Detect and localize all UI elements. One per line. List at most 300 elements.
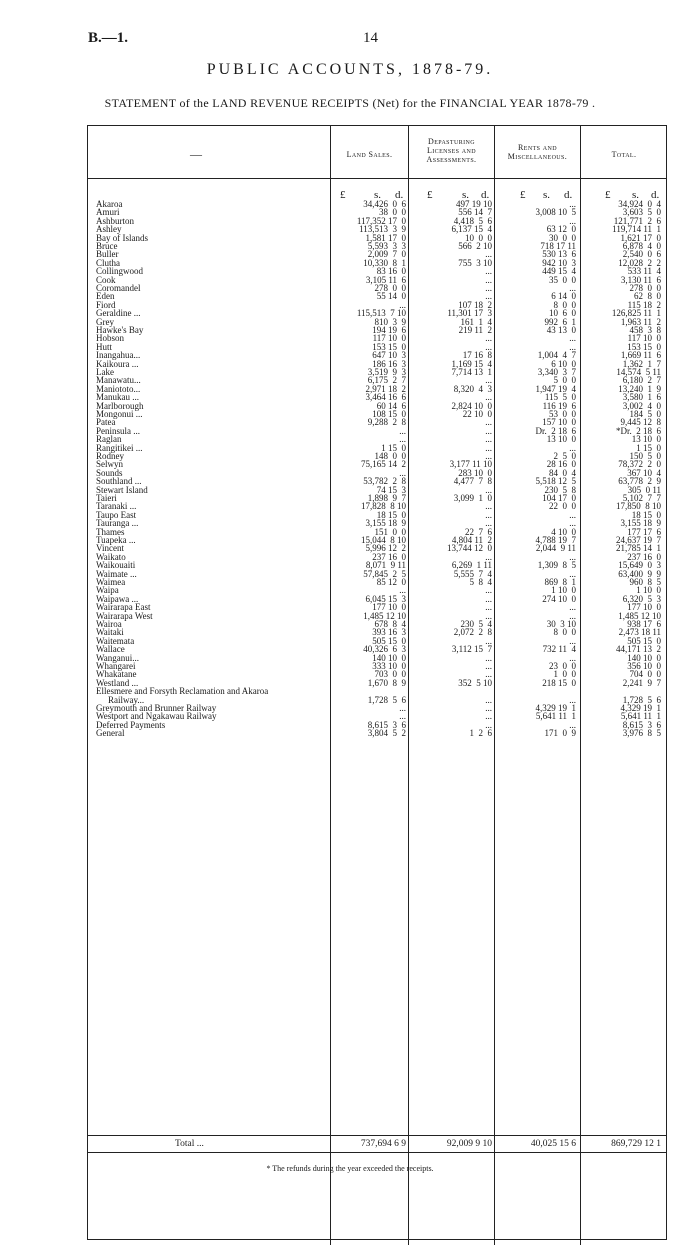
district-name: Tauranga ...	[96, 518, 139, 529]
rents-cell: 3,008 10 5	[535, 207, 576, 218]
depasturing-cell: ...	[485, 602, 492, 613]
depasturing-header-line3: Assessments.	[426, 155, 477, 164]
rents-cell: 116 19 6	[542, 400, 576, 411]
land-sales-cell: 74 15 3	[376, 484, 406, 495]
table-bottom-rule	[87, 1152, 667, 1153]
depasturing-cell: ...	[485, 610, 492, 621]
depasturing-cell: ...	[485, 669, 492, 680]
land-sales-cell: 194 19 6	[372, 325, 406, 335]
district-name: Ellesmere and Forsyth Reclamation and Akaroa	[96, 686, 269, 697]
land-sales-cell: 57,845 2 5	[363, 568, 406, 579]
district-name: Coromandel	[96, 283, 141, 293]
total-cell: 1,621 17 0	[620, 232, 661, 243]
total-cell: 115 18 2	[627, 299, 661, 310]
district-name: Vincent	[96, 543, 124, 554]
district-name: Manawatu...	[96, 375, 141, 386]
rents-cell: ...	[569, 442, 576, 453]
total-cell: 1,728 5 6	[622, 694, 661, 705]
district-name: Tuapeka ...	[96, 535, 136, 545]
district-name: Hutt	[96, 341, 113, 352]
total-cell: 3,580 1 6	[622, 392, 661, 403]
depasturing-cell: 6,269 1 11	[451, 560, 492, 571]
rents-cell: 1,309 8 5	[537, 560, 576, 571]
depasturing-cell: 283 10 0	[458, 467, 492, 478]
rents-cell: 3,340 3 7	[537, 367, 576, 377]
rents-cell: 274 10 0	[542, 593, 576, 604]
rents-cell: 4,788 19 7	[535, 535, 576, 545]
district-name: Eden	[96, 291, 115, 302]
district-name: Railway...	[108, 694, 145, 705]
depasturing-cell: 107 18 2	[458, 299, 492, 310]
total-cell: 177 17 6	[627, 526, 661, 537]
rents-cell: 718 17 11	[540, 241, 576, 251]
depasturing-cell: ...	[485, 694, 492, 705]
rents-cell: 53 0 0	[549, 409, 576, 419]
total-cell: 17,850 8 10	[616, 501, 661, 512]
total-cell: 13 10 0	[631, 434, 661, 445]
rents-cell: 1,947 19 4	[535, 383, 576, 394]
rents-cell: 22 0 0	[549, 501, 576, 512]
district-name: Cook	[96, 274, 116, 285]
total-cell: 5,641 11 1	[620, 711, 661, 722]
total-cell: 15,649 0 3	[618, 560, 661, 571]
total-cell: 3,002 4 0	[622, 400, 661, 411]
rents-cell: 2,044 9 11	[535, 543, 576, 554]
district-name: Wallace	[96, 644, 125, 655]
rents-cell: ...	[569, 635, 576, 646]
rents-cell: 10 6 0	[549, 308, 576, 319]
shilling-unit: s.	[543, 189, 551, 201]
total-cell: 6,878 4 0	[622, 241, 661, 251]
district-name: Inangahua...	[96, 350, 141, 361]
district-name: Buller	[96, 249, 119, 260]
total-cell: 78,372 2 0	[618, 459, 661, 470]
district-name: Taupo East	[96, 509, 137, 520]
rents-cell: 6 14 0	[551, 291, 576, 302]
rents-cell: 230 5 8	[544, 484, 576, 495]
land-sales-cell: 186 16 3	[372, 358, 406, 369]
rents-cell: ...	[569, 283, 576, 293]
depasturing-cell: ...	[485, 509, 492, 520]
total-cell: 63,400 9 9	[618, 568, 661, 579]
land-sales-cell: 1 15 0	[381, 442, 406, 453]
depasturing-cell: 230 5 4	[460, 619, 492, 629]
land-sales-cell: 153 15 0	[372, 341, 406, 352]
land-sales-cell: 8,071 9 11	[365, 560, 406, 571]
rents-cell: 530 13 6	[542, 249, 576, 260]
land-sales-cell: 278 0 0	[374, 283, 406, 293]
district-name: Collingwood	[96, 266, 144, 277]
depasturing-cell: ...	[485, 266, 492, 277]
district-name: Rangitikei ...	[96, 442, 143, 453]
land-sales-cell: 55 14 0	[376, 291, 406, 302]
depasturing-cell: ...	[485, 661, 492, 671]
depasturing-cell: ...	[485, 442, 492, 453]
land-sales-cell: 177 10 0	[372, 602, 406, 613]
total-cell: 13,240 1 9	[618, 383, 661, 394]
total-cell: 140 10 0	[627, 652, 661, 663]
depasturing-cell: ...	[485, 417, 492, 428]
rents-cell: 732 11 4	[542, 644, 576, 655]
total-cell: 533 11 4	[627, 266, 661, 277]
total-cell: 126,825 11 1	[611, 308, 661, 319]
land-sales-cell: 1,581 17 0	[365, 232, 406, 243]
depasturing-cell: 3,099 1 0	[453, 493, 492, 503]
rents-cell: 5 0 0	[553, 375, 576, 386]
total-land-sales: 737,694 6 9	[360, 1139, 406, 1149]
rents-cell: 8 0 0	[553, 299, 576, 310]
district-name: Wairarapa East	[96, 602, 151, 613]
total-cell: 704 0 0	[629, 669, 661, 680]
rents-cell: 157 10 0	[542, 417, 576, 428]
rents-cell: ...	[569, 694, 576, 705]
rents-cell: 104 17 0	[542, 493, 576, 503]
district-name: Amuri	[96, 207, 120, 218]
land-sales-cell: 6,045 15 3	[365, 593, 406, 604]
district-name: Westport and Ngakawau Railway	[96, 711, 217, 722]
district-name: General	[96, 728, 125, 739]
total-cell: 237 16 0	[627, 551, 661, 562]
total-cell: 5,102 7 7	[622, 493, 661, 503]
total-cell: 1 10 0	[636, 585, 661, 596]
total-label: Total ...	[175, 1139, 204, 1149]
rents-cell: Dr. 2 18 6	[535, 425, 576, 436]
depasturing-cell: 1,169 15 4	[451, 358, 492, 369]
district-name: Peninsula ...	[96, 425, 140, 436]
depasturing-cell: ...	[485, 333, 492, 344]
total-cell: 3,130 11 6	[620, 274, 661, 285]
rents-cell: 35 0 0	[549, 274, 576, 285]
district-name: Raglan	[96, 434, 122, 445]
rents-cell: ...	[569, 341, 576, 352]
depasturing-cell: ...	[485, 593, 492, 604]
rents-cell: 28 16 0	[546, 459, 576, 470]
land-sales-cell: 15,044 8 10	[361, 535, 406, 545]
rents-cell: 4 10 0	[551, 526, 576, 537]
district-name: Mongonui ...	[96, 409, 143, 419]
depasturing-cell: 17 16 8	[462, 350, 492, 361]
land-sales-cell: ...	[399, 434, 406, 445]
total-cell: 458 3 8	[629, 325, 661, 335]
land-sales-cell: 393 16 3	[372, 627, 406, 638]
pound-unit: £	[427, 189, 433, 201]
district-name: Greymouth and Brunner Railway	[96, 703, 217, 713]
land-sales-cell: 6,175 2 7	[367, 375, 406, 386]
rents-cell: 1,004 4 7	[537, 350, 576, 361]
total-cell: 34,924 0 4	[618, 199, 661, 209]
land-sales-cell: 505 15 0	[372, 635, 406, 646]
district-name: Waimea	[96, 577, 126, 587]
total-cell: 6,320 5 3	[622, 593, 661, 604]
report-reference: B.—1.	[88, 30, 129, 46]
district-name: Waikato	[96, 551, 126, 562]
land-sales-cell: 117 10 0	[372, 333, 406, 344]
rents-cell: ...	[569, 610, 576, 621]
district-name: Akaroa	[96, 199, 123, 209]
land-sales-cell: 3,519 9 3	[367, 367, 406, 377]
land-sales-cell: 1,898 9 7	[367, 493, 406, 503]
depasturing-cell: ...	[485, 484, 492, 495]
land-sales-cell: 333 10 0	[372, 661, 406, 671]
district-name: Taieri	[96, 493, 117, 503]
rents-cell: 5,518 12 5	[535, 476, 576, 487]
district-name: Sounds	[96, 467, 123, 478]
district-name: Stewart Island	[96, 484, 148, 495]
rents-cell: ...	[569, 719, 576, 730]
depasturing-cell: ...	[485, 283, 492, 293]
land-sales-cell: 703 0 0	[374, 669, 406, 680]
pound-unit: £	[605, 189, 611, 201]
depasturing-cell: 11,301 17 3	[447, 308, 492, 319]
land-sales-cell: 108 15 0	[372, 409, 406, 419]
document-subtitle: STATEMENT of the LAND REVENUE RECEIPTS (Net) for the FINANCIAL YEAR 1878-79 .	[104, 96, 596, 110]
pound-unit: £	[340, 189, 346, 201]
rents-cell: 84 0 4	[549, 467, 576, 478]
total-rule	[87, 1135, 667, 1136]
pound-unit: £	[520, 189, 526, 201]
district-name: Westland ...	[96, 677, 139, 688]
depasturing-cell: ...	[485, 585, 492, 596]
land-sales-cell: 3,105 11 6	[365, 274, 406, 285]
total-cell: 960 8 5	[629, 577, 661, 587]
total-cell: 184 5 0	[629, 409, 661, 419]
depasturing-cell: 219 11 2	[458, 325, 492, 335]
district-name: Bay of Islands	[96, 232, 148, 243]
total-cell: 356 10 0	[627, 661, 661, 671]
depasturing-cell: ...	[485, 652, 492, 663]
total-cell: 117 10 0	[627, 333, 661, 344]
total-cell: 153 15 0	[627, 341, 661, 352]
land-sales-cell: 85 12 0	[376, 577, 406, 587]
pence-unit: d.	[651, 189, 660, 201]
shilling-unit: s.	[632, 189, 640, 201]
total-cell: 119,714 11 1	[612, 224, 661, 235]
total-cell: 305 0 11	[627, 484, 661, 495]
total-cell: 3,603 5 0	[622, 207, 661, 218]
rents-cell: 8 0 0	[553, 627, 576, 638]
total-cell: 3,155 18 9	[620, 518, 661, 529]
header-rule	[87, 178, 667, 179]
land-sales-cell: 1,728 5 6	[367, 694, 406, 705]
land-sales-cell: 40,326 6 3	[363, 644, 406, 655]
total-cell: 1 15 0	[636, 442, 661, 453]
depasturing-cell: 3,112 15 7	[451, 644, 492, 655]
rents-cell: ...	[569, 509, 576, 520]
rents-cell: 942 10 3	[542, 257, 576, 268]
land-sales-cell: 113,513 3 9	[359, 224, 406, 235]
rents-cell: 63 12 0	[546, 224, 576, 235]
total-cell: 6,180 2 7	[622, 375, 661, 386]
land-sales-cell: 117,352 17 0	[356, 215, 406, 226]
depasturing-cell: ...	[485, 375, 492, 386]
district-name: Geraldine ...	[96, 308, 141, 319]
rents-cell: 1 10 0	[551, 585, 576, 596]
rents-cell: 869 8 1	[544, 577, 576, 587]
depasturing-cell: ...	[485, 501, 492, 512]
depasturing-cell: 3,177 11 10	[449, 459, 492, 470]
rents-cell: ...	[569, 215, 576, 226]
blank-column-header: —	[190, 147, 202, 161]
land-sales-cell: ...	[399, 425, 406, 436]
rents-cell: 23 0 0	[549, 661, 576, 671]
land-sales-cell: 3,155 18 9	[365, 518, 406, 529]
shilling-unit: s.	[462, 189, 470, 201]
land-sales-cell: ...	[399, 467, 406, 478]
depasturing-cell: ...	[485, 518, 492, 529]
total-cell: 2,473 18 11	[618, 627, 661, 638]
table-row	[0, 729, 700, 737]
depasturing-cell: ...	[485, 274, 492, 285]
depasturing-header-line2: Licenses and	[426, 146, 477, 155]
district-name: Maniototo...	[96, 383, 141, 394]
depasturing-cell: 1 2 6	[469, 728, 492, 739]
depasturing-cell: 2,072 2 8	[453, 627, 492, 638]
depasturing-cell: ...	[485, 711, 492, 722]
total-cell: *Dr. 2 18 6	[616, 425, 661, 436]
land-sales-cell: 810 3 9	[374, 316, 406, 327]
district-name: Whangarei	[96, 661, 136, 671]
rents-cell: 218 15 0	[542, 677, 576, 688]
district-name: Rodney	[96, 451, 124, 461]
land-sales-cell: 140 10 0	[372, 652, 406, 663]
district-name: Wanganui...	[96, 652, 140, 663]
table-row	[0, 687, 700, 695]
footnote: * The refunds during the year exceeded the receipts.	[266, 1164, 434, 1173]
district-name: Deferred Payments	[96, 719, 166, 730]
total-cell: 44,171 13 2	[616, 644, 661, 655]
total-cell: 4,329 19 1	[620, 703, 661, 713]
rents-cell: ...	[569, 568, 576, 579]
pence-unit: d.	[481, 189, 490, 201]
total-cell: 121,771 2 6	[613, 215, 661, 226]
total-cell: 505 15 0	[627, 635, 661, 646]
district-name: Southland ...	[96, 476, 142, 487]
pence-unit: d.	[395, 189, 404, 201]
district-name: Patea	[96, 417, 116, 428]
rents-cell: 115 5 0	[544, 392, 576, 403]
total-cell: 1,669 11 6	[620, 350, 661, 361]
depasturing-cell: 5,555 7 4	[453, 568, 492, 579]
district-name: Selwyn	[96, 459, 123, 470]
depasturing-cell: ...	[485, 425, 492, 436]
rents-cell: ...	[569, 333, 576, 344]
land-sales-cell: 115,513 7 10	[356, 308, 406, 319]
depasturing-cell: 4,477 7 8	[453, 476, 492, 487]
total-cell: 278 0 0	[629, 283, 661, 293]
depasturing-cell: ...	[485, 392, 492, 403]
land-sales-cell: ...	[399, 299, 406, 310]
total-cell: 3,976 8 5	[622, 728, 661, 739]
land-sales-cell: 647 10 3	[372, 350, 406, 361]
total-cell: 21,785 14 1	[616, 543, 661, 554]
rents-cell: 6 10 0	[551, 358, 576, 369]
district-name: Hawke's Bay	[96, 325, 144, 335]
depasturing-cell: 4,418 5 6	[453, 215, 492, 226]
district-name: Marlborough	[96, 400, 144, 411]
rents-cell: ...	[569, 652, 576, 663]
depasturing-cell: 4,804 11 2	[451, 535, 492, 545]
district-name: Manukau ...	[96, 392, 139, 403]
rents-cell: ...	[569, 199, 576, 209]
district-name: Lake	[96, 367, 114, 377]
land-sales-cell: 17,828 8 10	[361, 501, 406, 512]
land-sales-cell: 34,426 0 6	[363, 199, 406, 209]
depasturing-cell: 8,320 4 3	[453, 383, 492, 394]
land-sales-cell: 18 15 0	[376, 509, 406, 520]
depasturing-cell: 13,744 12 0	[447, 543, 492, 554]
total-cell: 12,028 2 2	[618, 257, 661, 268]
depasturing-header	[409, 137, 494, 164]
district-name: Waikouaiti	[96, 560, 136, 571]
grand-total: 869,729 12 1	[611, 1139, 661, 1149]
district-name: Thames	[96, 526, 125, 537]
rents-cell: 43 13 0	[546, 325, 576, 335]
shilling-unit: s.	[374, 189, 382, 201]
land-sales-cell: 2,971 18 2	[365, 383, 406, 394]
land-sales-cell: 1,670 8 9	[367, 677, 406, 688]
district-name: Waimate ...	[96, 568, 137, 579]
land-sales-cell: 60 14 6	[376, 400, 406, 411]
district-name: Ashburton	[96, 215, 134, 226]
depasturing-cell: ...	[485, 635, 492, 646]
rents-cell: 5,641 11 1	[535, 711, 576, 722]
land-sales-cell: 75,165 14 2	[361, 459, 406, 470]
total-cell: 1,362 1 7	[622, 358, 661, 369]
total-cell: 1,963 11 2	[620, 316, 661, 327]
total-cell: 9,445 12 8	[620, 417, 661, 428]
depasturing-cell: ...	[485, 249, 492, 260]
land-sales-cell: ...	[399, 711, 406, 722]
rents-cell: ...	[569, 518, 576, 529]
total-cell: 177 10 0	[627, 602, 661, 613]
land-sales-cell: 3,804 5 2	[367, 728, 406, 739]
depasturing-cell: ...	[485, 291, 492, 302]
total-depasturing: 92,009 9 10	[446, 1139, 492, 1149]
total-cell: 367 10 4	[627, 467, 661, 478]
total-cell: 18 15 0	[631, 509, 661, 520]
total-cell: 8,615 3 6	[622, 719, 661, 730]
rents-cell: 4,329 19 1	[535, 703, 576, 713]
total-cell: 2,540 0 6	[622, 249, 661, 260]
rents-cell: 171 0 9	[544, 728, 576, 739]
land-sales-cell: 38 0 0	[379, 207, 406, 218]
district-name: Hobson	[96, 333, 125, 344]
total-cell: 938 17 6	[627, 619, 661, 629]
rents-header	[495, 143, 580, 161]
rents-cell: 992 6 1	[544, 316, 576, 327]
district-name: Fiord	[96, 299, 116, 310]
depasturing-cell: 161 1 4	[460, 316, 492, 327]
rents-cell: 2 5 0	[553, 451, 576, 461]
rents-header-line1: Rents and	[518, 143, 557, 152]
district-name: Waipawa ...	[96, 593, 139, 604]
depasturing-cell: ...	[485, 434, 492, 445]
rents-cell: 13 10 0	[546, 434, 576, 445]
depasturing-cell: 755 3 10	[458, 257, 492, 268]
land-sales-cell: 1,485 12 10	[363, 610, 406, 621]
total-cell: 24,637 19 7	[616, 535, 661, 545]
total-cell: 14,574 5 11	[616, 367, 661, 377]
land-sales-header: Land Sales.	[346, 150, 393, 159]
depasturing-cell: ...	[485, 341, 492, 352]
depasturing-cell: 497 19 10	[456, 199, 492, 209]
depasturing-cell: 5 8 4	[469, 577, 492, 587]
land-sales-cell: 237 16 0	[372, 551, 406, 562]
land-sales-cell: 151 0 0	[374, 526, 406, 537]
land-sales-cell: 3,464 16 6	[365, 392, 406, 403]
total-header: Total.	[611, 150, 637, 159]
rents-cell: 1 0 0	[553, 669, 576, 680]
